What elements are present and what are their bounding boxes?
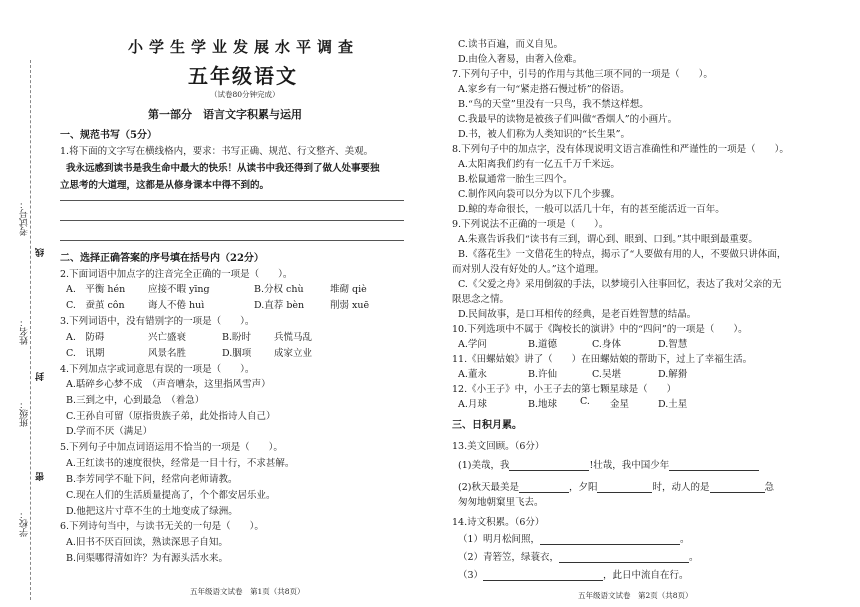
q3-option-c2: 风景名胜 [148, 348, 187, 359]
q10-option-c: C.身体 [592, 339, 621, 350]
q13-1-blank-1[interactable] [509, 460, 589, 471]
part-title: 第一部分 语言文字积累与运用 [148, 108, 302, 121]
q14-stem: 14.诗文积累。（6分） [452, 517, 545, 528]
q9-option-b-line1: B.《落花生》一文借花生的特点，揭示了“人要做有用的人，不要做只讲体面， [458, 249, 787, 260]
school-label: 学校： [20, 510, 30, 537]
q2-option-d1: D.直荐 bèn [254, 300, 305, 311]
q12-stem: 12.《小王子》中，小王子去的第七颗星球是（ ） [452, 384, 677, 395]
writing-line-1[interactable] [60, 200, 404, 201]
q3-option-c1: C. 讯期 [66, 348, 105, 359]
q12-option-c: 金星 [610, 399, 630, 410]
time-note: （试卷80分钟完成） [210, 90, 280, 99]
q12-option-d: D.土星 [658, 399, 688, 410]
q4-option-a: A.聒碎乡心梦不成 （声音嘈杂，这里指风雪声） [66, 379, 271, 390]
q14-3-row [458, 567, 689, 581]
q14-2-end: 。 [689, 552, 699, 563]
q13-2-prefix: (2)秋天最美是 [458, 482, 519, 493]
q8-stem: 8.下列句子中的加点字，没有体现说明文语言准确性和严谨性的一项是（ ）。 [452, 144, 789, 155]
q2-option-c2: 诲人不倦 huì [148, 300, 205, 311]
writing-line-3[interactable] [60, 240, 404, 241]
q4-stem: 4.下列加点字或词意思有误的一项是（ ）。 [60, 364, 255, 375]
q5-option-d: D.他把这片寸草不生的土地变成了绿洲。 [66, 506, 238, 517]
q2-option-a1: A. 平衡 hén [66, 284, 126, 295]
q2-option-d2: 削弱 xuē [330, 300, 370, 311]
q2-option-b1: B.分权 chù [254, 284, 304, 295]
q3-option-d1: D.胭项 [222, 348, 252, 359]
q11-option-d: D.解猾 [658, 369, 688, 380]
subject-title: 五年级语文 [188, 64, 298, 88]
q3-stem: 3.下列词语中，没有错别字的一项是（ ）。 [60, 316, 255, 327]
page1-footer: 五年级语文试卷 第1页（共8页） [190, 587, 305, 596]
q13-1-row [458, 457, 759, 471]
q6-option-b: B.问渠哪得清如许？为有源头活水来。 [66, 553, 229, 564]
q2-option-c1: C. 蚕茧 côn [66, 300, 125, 311]
q3-option-b1: B.盼时 [222, 332, 252, 343]
q8-option-c: C.制作风向袋可以分为以下几个步骤。 [458, 189, 620, 200]
binding-seal-char: 封 [36, 372, 46, 381]
section3-heading: 三、日积月累。 [452, 420, 522, 431]
q3-option-a1: A. 防碍 [66, 332, 105, 343]
q2-option-a2: 应接不暇 yīng [148, 284, 210, 295]
q5-stem: 5.下列句子中加点词语运用不恰当的一项是（ ）。 [60, 442, 283, 453]
q9-option-a: A.朱熹告诉我们“读书有三到，谓心到、眼到、口到。”其中眼到最重要。 [458, 234, 758, 245]
q14-2-blank[interactable] [559, 552, 689, 563]
q14-3-prefix: （3） [458, 570, 484, 581]
section2-heading: 二、选择正确答案的序号填在括号内（22分） [60, 253, 264, 264]
q13-stem: 13.美文回顾。（6分） [452, 441, 545, 452]
q11-stem: 11.《田螺姑娘》讲了（ ）在田螺姑娘的帮助下，过上了幸福生活。 [452, 354, 753, 365]
q3-option-a2: 兴亡盛衰 [148, 332, 187, 343]
q9-option-d: D.民间故事，是口耳相传的经典，是老百姓智慧的结晶。 [458, 309, 697, 320]
q13-2-blank-1[interactable] [519, 482, 569, 493]
q11-option-c: C.吴堪 [592, 369, 621, 380]
q6-stem: 6.下列诗句当中，与读书无关的一句是（ ）。 [60, 521, 264, 532]
q7-option-c: C.我最早的读物是被孩子们叫做“香烟人”的小画片。 [458, 114, 678, 125]
q13-1-middle: !壮哉，我中国少年 [589, 460, 670, 471]
q13-2-row [458, 479, 774, 493]
q9-stem: 9.下列说法不正确的一项是（ ）。 [452, 219, 609, 230]
q6-option-a: A.旧书不厌百回读，熟读深思子自知。 [66, 537, 228, 548]
q5-option-b: B.李芳同学不耻下问，经常向老师请教。 [66, 474, 238, 485]
q10-option-d: D.智慧 [658, 339, 688, 350]
q5-option-a: A.王红读书的速度很快，经常是一目十行，不求甚解。 [66, 458, 295, 469]
q4-option-c: C.王孙自可留（原指贵族子弟，此处指诗人自己） [66, 411, 276, 422]
binding-secret-char: 密 [36, 472, 46, 481]
q3-option-b2: 兵慌马乱 [274, 332, 313, 343]
q13-2-part3: 时，动人的是 [652, 482, 710, 493]
q10-option-b: B.道德 [528, 339, 558, 350]
q1-copy-line1: 我永远感到读书是我生命中最大的快乐！从读书中我还得到了做人处事要独 [66, 163, 380, 174]
q13-1-prefix: (1)美哉，我 [458, 460, 510, 471]
q14-2-prefix: （2）青箬笠，绿蓑衣， [458, 552, 560, 563]
q8-option-d: D.鲸的寿命很长，一般可以活几十年，有的甚至能活近一百年。 [458, 204, 725, 215]
q13-2-part2: ，夕阳 [568, 482, 598, 493]
q14-1-prefix: （1）明月松间照， [458, 534, 541, 545]
q7-stem: 7.下列句子中，引号的作用与其他三项不同的一项是（ ）。 [452, 69, 713, 80]
q8-option-a: A.太阳离我们约有一亿五千万千米远。 [458, 159, 620, 170]
q9-option-b-line2: 而对别人没有好处的人。”这个道理。 [452, 264, 605, 275]
q12-option-a: A.月球 [458, 399, 487, 410]
q2-stem: 2.下面词语中加点字的注音完全正确的一项是（ ）。 [60, 269, 293, 280]
class-label: 班级： [20, 400, 30, 427]
q6-option-c: C.读书百遍，而义自见。 [458, 39, 563, 50]
q10-stem: 10.下列选项中不属于《陶校长的演讲》中的“四问”的一项是（ ）。 [452, 324, 748, 335]
q14-3-end: ，此日中流自在行。 [603, 570, 689, 581]
q12-option-b: B.地球 [528, 399, 558, 410]
main-title: 小学生学业发展水平调查 [128, 38, 360, 56]
section1-heading: 一、规范书写（5分） [60, 130, 157, 141]
q9-option-c-line1: C.《父爱之舟》采用倒叙的手法，以梦境引入往事回忆，表达了我对父亲的无 [458, 279, 782, 290]
q13-2-blank-2[interactable] [597, 482, 652, 493]
q4-option-b: B.三到之中，心到最急 （着急） [66, 395, 205, 406]
q2-option-b2: 堆砌 qiè [330, 284, 367, 295]
q14-3-blank[interactable] [483, 570, 603, 581]
q14-1-row [458, 531, 690, 545]
q6-option-d: D.由俭入奢易，由奢入俭难。 [458, 54, 583, 65]
q11-option-b: B.许仙 [528, 369, 558, 380]
q4-option-d: D.学而不厌（满足） [66, 426, 153, 437]
q7-option-d: D.书，被人们称为人类知识的“长生果”。 [458, 129, 631, 140]
binding-line-char: 线 [36, 248, 46, 257]
q7-option-b: B.“鸟的天堂”里没有一只鸟，我不禁这样想。 [458, 99, 649, 110]
q1-text: 1.将下面的文字写在横线格内，要求：书写正确、规范、行文整齐、美观。 [60, 146, 374, 157]
q13-2-part4: 急 [764, 482, 775, 493]
name-label: 姓名： [20, 318, 30, 345]
q13-2-blank-3[interactable] [710, 482, 765, 493]
page2-footer: 五年级语文试卷 第2页（共8页） [578, 591, 693, 600]
writing-line-2[interactable] [60, 220, 404, 221]
q14-2-row [458, 549, 699, 563]
q11-option-a: A.董永 [458, 369, 487, 380]
q13-1-blank-2[interactable] [669, 460, 759, 471]
q7-option-a: A.家乡有一句“紧走搭石慢过桥”的俗语。 [458, 84, 630, 95]
q5-option-c: C.现在人们的生活质量提高了，个个都安居乐业。 [66, 490, 276, 501]
q8-option-b: B.松鼠通常一胎生三四个。 [458, 174, 573, 185]
q10-option-a: A.学问 [458, 339, 487, 350]
exam-number-label: 考试号： [20, 200, 30, 236]
q14-1-blank[interactable] [540, 534, 680, 545]
q9-option-c-line2: 限思念之情。 [452, 294, 510, 305]
q3-option-d2: 成家立业 [274, 348, 313, 359]
q1-copy-line2: 立思考的大道理，这都是从修身课本中得不到的。 [60, 180, 270, 191]
q14-1-end: 。 [680, 534, 690, 545]
q12-option-c-letter: C. [580, 396, 590, 407]
q13-2-continuation: 匆匆地朝窠里飞去。 [458, 497, 544, 508]
